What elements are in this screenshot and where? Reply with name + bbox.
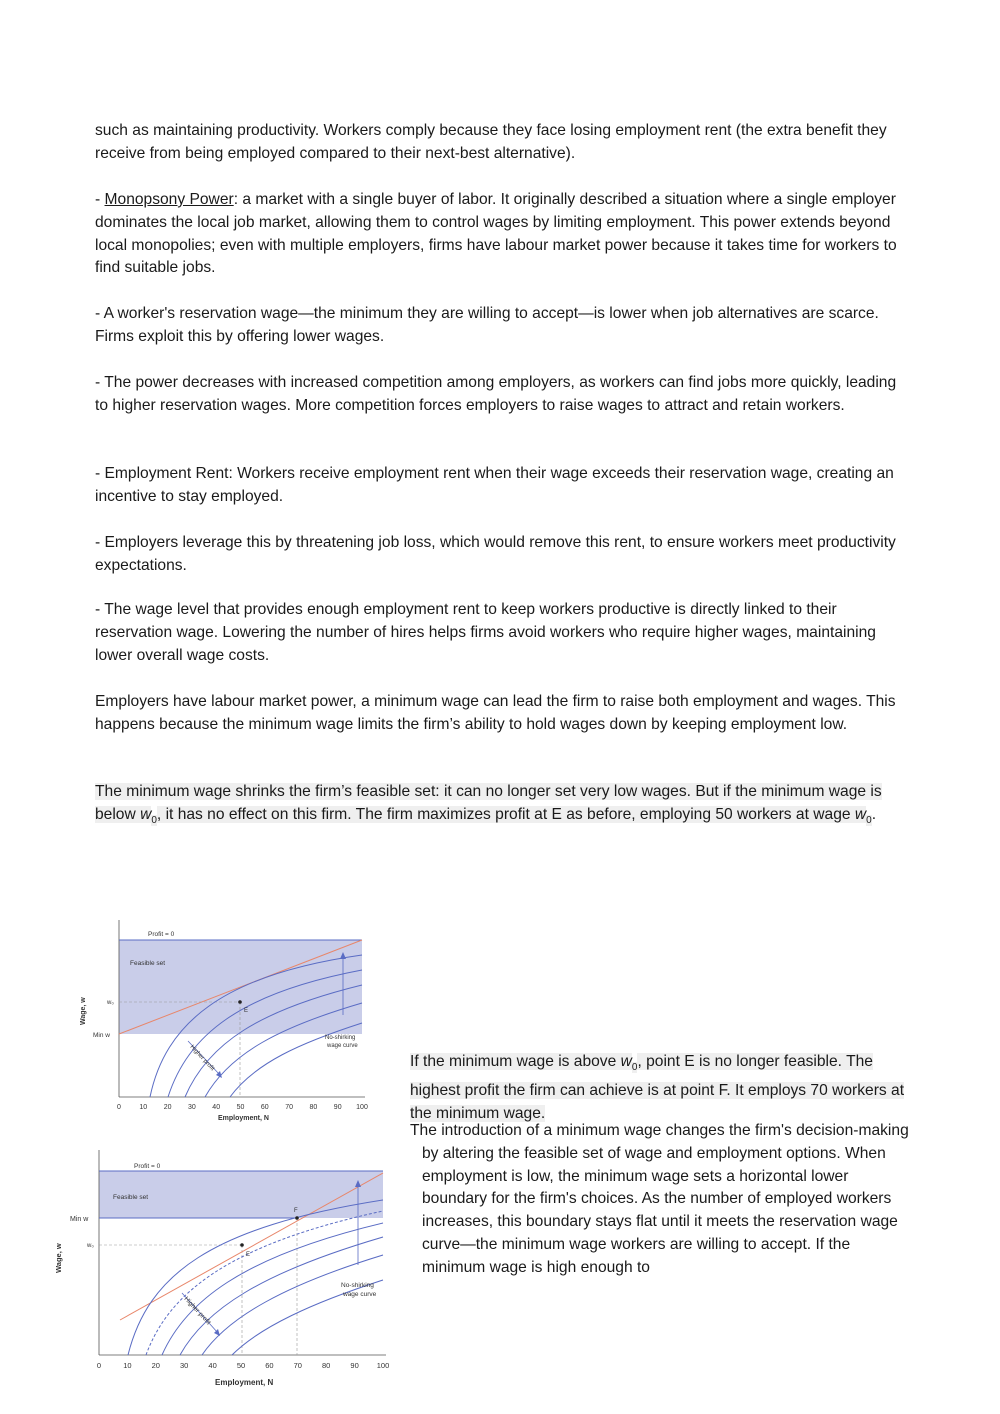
point-f [295,1216,299,1220]
w0-label: w₀ [87,1243,94,1249]
x-tick-label: 50 [236,1104,245,1111]
highlight-text-a: The minimum wage shrinks the firm’s feasible set: it can no longer set very low wages. But if the minimum wage is below [95,783,882,823]
side-paragraph-point-f [410,1051,910,1126]
bullet-dash: - [95,191,105,208]
feasible-set-label: Feasible set [130,960,166,967]
x-tick-label: 40 [208,1361,217,1370]
x-tick-label: 90 [350,1361,359,1370]
x-tick-label: 30 [180,1361,189,1370]
side-paragraph-decision-making: The introduction of a minimum wage changes the firm's decision-making by altering the feasible set of wage and employment options. When employment is low, the minimum wage sets a horizontal lower boundary for the firm's choices. As the number of employed workers increases, this boundary stays flat until it meets the reservation wage curve—the minimum wage workers are willing to accept. If the minimum wage is high enough to [410,1122,909,1276]
x-tick-label: 40 [212,1104,221,1111]
paragraph-labour-market-power: Employers have labour market power, a minimum wage can lead the firm to raise both employment and wages. This happens because the minimum wage limits the firm’s ability to hold wages down by keeping employment low. [95,693,896,733]
x-axis-label: Employment, N [218,1115,269,1122]
x-tick-label: 90 [333,1104,342,1111]
paragraph-reservation-wage: - A worker's reservation wage—the minimum they are willing to accept—is lower when job alternatives are scarce. Firms exploit this by offering lower wages. [95,305,879,345]
x-tick-label: 10 [139,1104,148,1111]
x-tick-label: 100 [376,1361,390,1370]
x-tick-label: 20 [163,1104,172,1111]
monopsony-definition: : a market with a single buyer of labor. It originally described a situation where a single employer dominates the local job market, allowing them to control wages by limiting employment. This power extends beyond local monopolies; even with multiple employers, firms have labour market power because it takes time for workers to find suitable jobs. [95,191,897,277]
x-tick-label: 80 [322,1361,331,1370]
x-tick-label: 0 [117,1104,121,1111]
higher-profit-label: Higher profit [188,1044,216,1073]
x-tick-label: 70 [285,1104,293,1111]
paragraph-competition: - The power decreases with increased competition among employers, as workers can find jobs more quickly, leading to higher reservation wages. More competition forces employers to raise wages to attract and retain workers. [95,374,897,414]
f-label: F [294,1208,298,1214]
no-shirking-label-2: wage curve [327,1043,358,1049]
paragraph-minimum-wage-feasible-set [95,781,910,833]
side-w0-symbol: w [620,1053,632,1070]
e-label: E [244,1008,249,1014]
isoprofit-curve-3 [162,1223,383,1355]
no-shirking-label-1: No-shirking [341,1282,374,1289]
w0-symbol: w [140,805,152,823]
feasible-set-label: Feasible set [113,1194,149,1201]
x-tick-label: 60 [265,1361,274,1370]
paragraph-monopsony-power [95,189,910,280]
x-tick-label: 10 [123,1361,132,1370]
w0-label: w₀ [107,1000,114,1006]
period: . [871,805,877,823]
x-tick-label: 60 [260,1104,269,1111]
y-axis-label: Wage, w [54,1243,63,1273]
x-tick-labels [117,1104,368,1111]
w0-subscript: 0 [151,814,157,826]
paragraph-employment-rent: - Employment Rent: Workers receive employment rent when their wage exceeds their reservation wage, creating an incentive to stay employed. [95,465,894,505]
term-monopsony-power: Monopsony Power [104,191,234,208]
isoprofit-curve-5 [202,1255,383,1355]
profit-zero-label: Profit = 0 [148,931,175,938]
chart-feasible-set-2 [50,1145,406,1391]
highlight-text-b: , it has no effect on this firm. The firm maximizes profit at E as before, employing 50 workers at wage [156,805,855,823]
side-text-a: If the minimum wage is above [410,1053,621,1070]
x-tick-label: 70 [293,1361,302,1370]
e-label: E [246,1252,251,1258]
profit-zero-label: Profit = 0 [134,1163,161,1170]
no-shirking-label-1: No-shirking [325,1035,356,1041]
x-tick-labels [97,1361,389,1370]
x-tick-label: 30 [188,1104,196,1111]
paragraph-employment-rent-intro: such as maintaining productivity. Workers comply because they face losing employment rent (the extra benefit they receive from being employed compared to their next-best alternative). [95,122,887,162]
x-tick-label: 20 [151,1361,160,1370]
x-tick-label: 80 [309,1104,318,1111]
x-tick-label: 50 [236,1361,246,1370]
w0-symbol-2: w [854,805,867,823]
x-axis-label: Employment, N [215,1378,274,1387]
min-w-label: Min w [70,1216,89,1223]
chart-feasible-set-1 [70,915,380,1125]
side-text-b: , point E is no longer feasible. The highest profit the firm can achieve is at point F. It employs 70 workers at the minimum wage. [410,1053,905,1122]
isoprofit-curve-1 [128,1200,383,1355]
no-shirking-label-2: wage curve [343,1291,377,1298]
x-tick-label: 0 [96,1361,102,1370]
w0-subscript-2: 0 [866,814,872,826]
paragraph-wage-level: - The wage level that provides enough employment rent to keep workers productive is directly linked to their reservation wage. Lowering the number of hires helps firms avoid workers who require higher wages, maintaining lower overall wage costs. [95,601,876,664]
y-axis-label: Wage, w [80,997,87,1025]
min-w-label: Min w [93,1032,110,1039]
point-e [238,1000,242,1004]
higher-profit-label: Higher profit [182,1295,212,1327]
x-tick-label: 100 [356,1104,368,1111]
side-w0-subscript: 0 [631,1062,638,1074]
paragraph-employer-leverage: - Employers leverage this by threatening job loss, which would remove this rent, to ensure workers meet productivity expectations. [95,534,896,574]
point-e [240,1243,244,1247]
